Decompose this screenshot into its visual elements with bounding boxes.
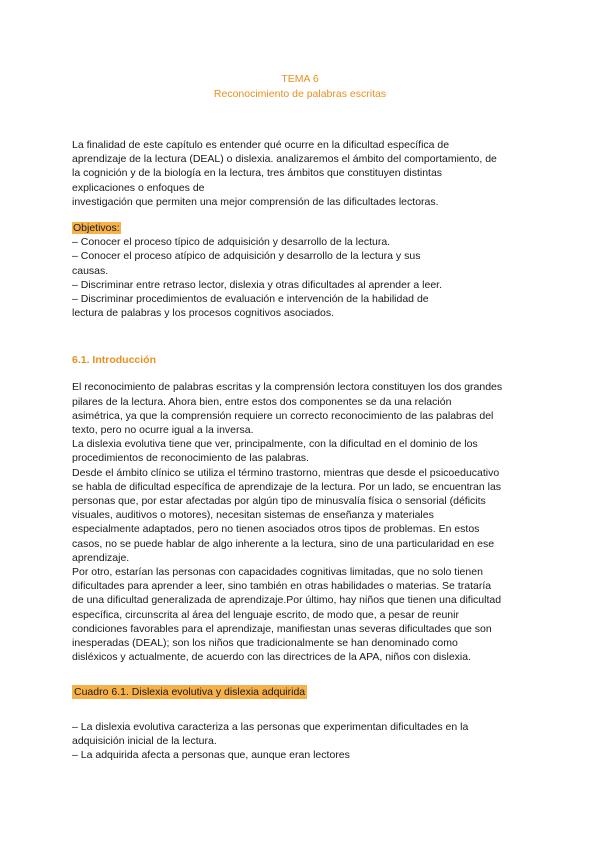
- section-line: personas que, por estar afectadas por algún tipo de minusvalía física o sensorial (déficits: [72, 495, 486, 508]
- intro-line: La finalidad de este capítulo es entender qué ocurre en la dificultad específica de: [72, 139, 450, 151]
- document-page: [72, 72, 528, 762]
- objective-line: – Discriminar procedimientos de evaluación e intervención de la habilidad de: [72, 293, 429, 306]
- intro-line: la cognición y de la biología en la lectura, tres ámbitos que constituyen distintas: [72, 167, 443, 180]
- intro-line: investigación que permiten una mejor comprensión de las dificultades lectoras.: [72, 195, 439, 208]
- section-line: El reconocimiento de palabras escritas y la comprensión lectora constituyen los dos grandes: [72, 381, 503, 394]
- section-line: casos, no se puede hablar de algo inherente a la lectura, sino de una particularidad en ese: [72, 537, 495, 550]
- section-line: condiciones favorables para el aprendizaje, manifiestan unas severas dificultades que son: [72, 622, 492, 635]
- section-line: dificultades para aprender a leer, sino también en otras habilidades o materias. Se trataría: [72, 580, 492, 593]
- section-line: Por otro, estarían las personas con capacidades cognitivas limitadas, que no solo tienen: [72, 566, 483, 579]
- objectives-block: [72, 221, 528, 320]
- section-line: se habla de dificultad específica de aprendizaje de la lectura. Por un lado, se encuentran las: [72, 480, 502, 493]
- section-line: especialmente adaptados, pero no tienen asociados otros tipos de problemas. En estos: [72, 523, 480, 536]
- section-line: asimétrica, ya que la comprensión requiere un correcto reconocimiento de las palabras del: [72, 409, 494, 422]
- objective-line: causas.: [72, 264, 109, 277]
- section-body: [72, 380, 528, 664]
- chapter-title: Reconocimiento de palabras escritas: [213, 88, 387, 100]
- section-line: visuales, auditivos o motores), necesitan sistemas de enseñanza y materiales: [72, 509, 434, 522]
- section-line: específica, circunscrita al área del lenguaje escrito, de modo que, a pesar de reunir: [72, 608, 459, 621]
- box-body: [72, 720, 528, 763]
- title-block: [72, 72, 528, 102]
- section-line: disléxicos y actualmente, de acuerdo con las directrices de la APA, niños con dislexia.: [72, 651, 472, 664]
- intro-paragraph: [72, 138, 528, 209]
- objective-line: lectura de palabras y los procesos cognitivos asociados.: [72, 307, 335, 320]
- intro-line: explicaciones o enfoques de: [72, 181, 205, 194]
- objective-line: – Conocer el proceso típico de adquisición y desarrollo de la lectura.: [72, 236, 391, 249]
- objective-line: – Discriminar entre retraso lector, dislexia y otras dificultades al aprender a leer.: [72, 278, 443, 291]
- section-heading: 6.1. Introducción: [72, 354, 157, 367]
- chapter-label: TEMA 6: [281, 73, 319, 85]
- box-line: adquisición inicial de la lectura.: [72, 734, 217, 747]
- box-line: – La dislexia evolutiva caracteriza a las personas que experimentan dificultades en la: [72, 720, 469, 733]
- box-line: – La adquirida afecta a personas que, aunque eran lectores: [72, 748, 350, 761]
- objectives-label: Objetivos:: [73, 222, 120, 235]
- section-line: Desde el ámbito clínico se utiliza el término trastorno, mientras que desde el psicoeducativo: [72, 466, 500, 479]
- intro-line: aprendizaje de la lectura (DEAL) o dislexia. analizaremos el ámbito del comportamiento, de: [72, 153, 497, 166]
- section-line: aprendizaje.: [72, 551, 130, 564]
- section-line: de una dificultad generalizada de aprendizaje.Por último, hay niños que tienen una dificultad: [72, 594, 502, 607]
- section-line: procedimientos de reconocimiento de las palabras.: [72, 452, 309, 465]
- box-title: Cuadro 6.1. Dislexia evolutiva y dislexia adquirida: [74, 685, 306, 698]
- section-line: texto, pero no ocurre igual a la inversa.: [72, 424, 254, 437]
- section-line: inesperadas (DEAL); son los niños que tradicionalmente se han denominado como: [72, 637, 458, 650]
- objective-line: – Conocer el proceso atípico de adquisición y desarrollo de la lectura y sus: [72, 250, 421, 263]
- section-line: La dislexia evolutiva tiene que ver, principalmente, con la dificultad en el dominio de los: [72, 438, 478, 451]
- section-line: pilares de la lectura. Ahora bien, entre estos dos componentes se da una relación: [72, 395, 452, 408]
